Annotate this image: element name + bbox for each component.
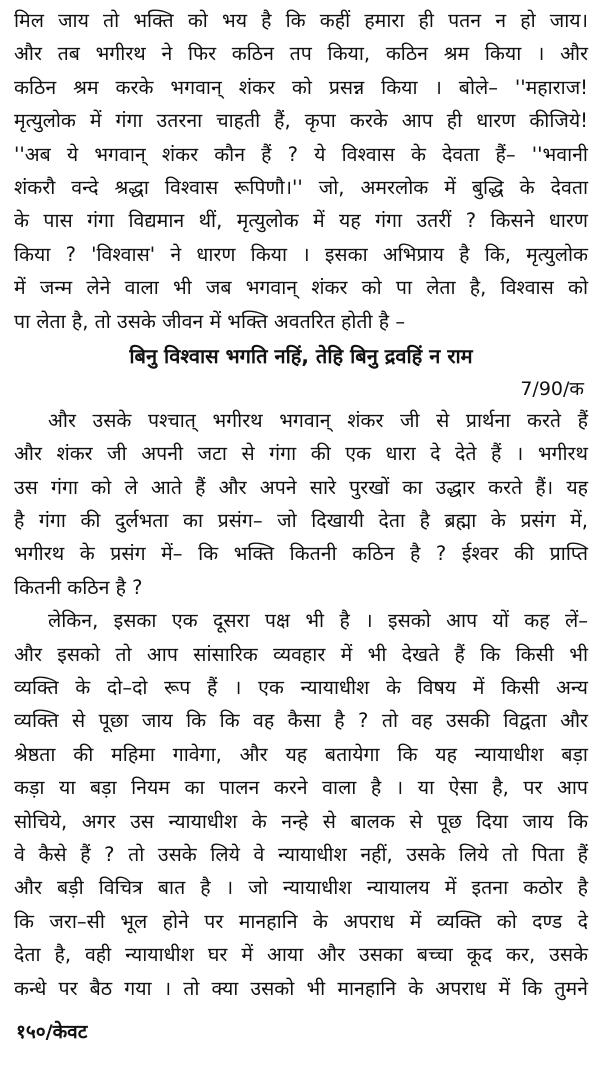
text-line: सोचिये, अगर उस न्यायाधीश के नन्हे से बालक से पूछ दिया जाय कि <box>14 809 588 833</box>
text-line: और बड़ी विचित्र बात है । जो न्यायाधीश न्यायालय में इतना कठोर है <box>14 876 588 900</box>
page-footer: १५०/केवट <box>16 1021 88 1043</box>
text-line: और शंकर जी अपनी जटा से गंगा की एक धारा दे देते हैं । भगीरथ <box>14 442 588 466</box>
text-line: श्रेष्ठता की महिमा गावेगा, और यह बतायेगा कि यह न्यायाधीश बड़ा <box>14 742 588 766</box>
text-line: मृत्युलोक में गंगा उतरना चाहती हैं, कृपा करके आप ही धारण कीजिये! <box>14 109 588 133</box>
paragraph-1 <box>14 4 588 338</box>
text-line: व्यक्ति के दो–दो रूप हैं । एक न्यायाधीश के विषय में किसी अन्य <box>14 676 588 700</box>
text-line: कड़ा या बड़ा नियम का पालन करने वाला है । या ऐसा है, पर आप <box>14 776 588 800</box>
text-line: कि जरा–सी भूल होने पर मानहानि के अपराध में व्यक्ति को दण्ड दे <box>14 909 588 933</box>
text-line: मिल जाय तो भक्ति को भय है कि कहीं हमारा ही पतन न हो जाय। <box>14 9 588 32</box>
text-line: लेकिन, इसका एक दूसरा पक्ष भी है । इसको आप यों कह लें– <box>48 609 588 633</box>
text-line: कितनी कठिन है ? <box>14 575 143 599</box>
text-line: उस गंगा को ले आते हैं और अपने सारे पुरखों का उद्धार करते हैं। यह <box>14 475 588 499</box>
text-line: और इसको तो आप सांसारिक व्यवहार में भी देखते हैं कि किसी भी <box>14 642 588 666</box>
page-body <box>14 4 588 1005</box>
text-line: देता है, वही न्यायाधीश घर में आया और उसका बच्चा कूद कर, उसके <box>14 943 588 967</box>
text-line: व्यक्ति से पूछा जाय कि कि वह कैसा है ? तो वह उसकी विद्वता और <box>14 709 588 733</box>
text-line: पा लेता है, तो उसके जीवन में भक्ति अवतरित होती है – <box>14 309 406 333</box>
text-line: कठिन श्रम करके भगवान् शंकर को प्रसन्न किया । बोले– ''महाराज! <box>14 75 588 99</box>
text-line: किया ? 'विश्वास' ने धारण किया । इसका अभिप्राय है कि, मृत्युलोक <box>14 242 588 266</box>
text-line: में जन्म लेने वाला भी जब भगवान् शंकर को पा लेता है, विश्वास को <box>14 276 588 300</box>
text-line: और उसके पश्चात् भगीरथ भगवान् शंकर जी से प्रार्थना करते हैं <box>48 408 588 432</box>
text-line: शंकरौ वन्दे श्रद्धा विश्वास रूपिणौ।'' जो, अमरलोक में बुद्धि के देवता <box>14 175 588 199</box>
text-line: और तब भगीरथ ने फिर कठिन तप किया, कठिन श्रम किया । और <box>14 42 588 66</box>
paragraph-2 <box>14 404 588 604</box>
paragraph-3 <box>14 604 588 1005</box>
verse-quote: बिनु विश्वास भगति नहिं, तेहि बिनु द्रवहिं न राम <box>129 343 473 368</box>
text-line: है गंगा की दुर्लभता का प्रसंग– जो दिखायी देता है ब्रह्मा के प्रसंग में, <box>14 509 588 533</box>
text-line: भगीरथ के प्रसंग में– कि भक्ति कितनी कठिन है ? ईश्वर की प्राप्ति <box>14 542 588 566</box>
verse-reference: 7/90/क <box>520 377 584 400</box>
text-line: ''अब ये भगवान् शंकर कौन हैं ? ये विश्वास के देवता हैं– ''भवानी <box>14 142 588 166</box>
text-line: कन्धे पर बैठ गया । तो क्या उसको भी मानहानि के अपराध में कि तुमने <box>14 976 588 1000</box>
text-line: के पास गंगा विद्यमान थीं, मृत्युलोक में यह गंगा उतरीं ? किसने धारण <box>14 209 588 233</box>
text-line: वे कैसे हैं ? तो उसके लिये वे न्यायाधीश नहीं, उसके लिये तो पिता हैं <box>14 842 588 866</box>
